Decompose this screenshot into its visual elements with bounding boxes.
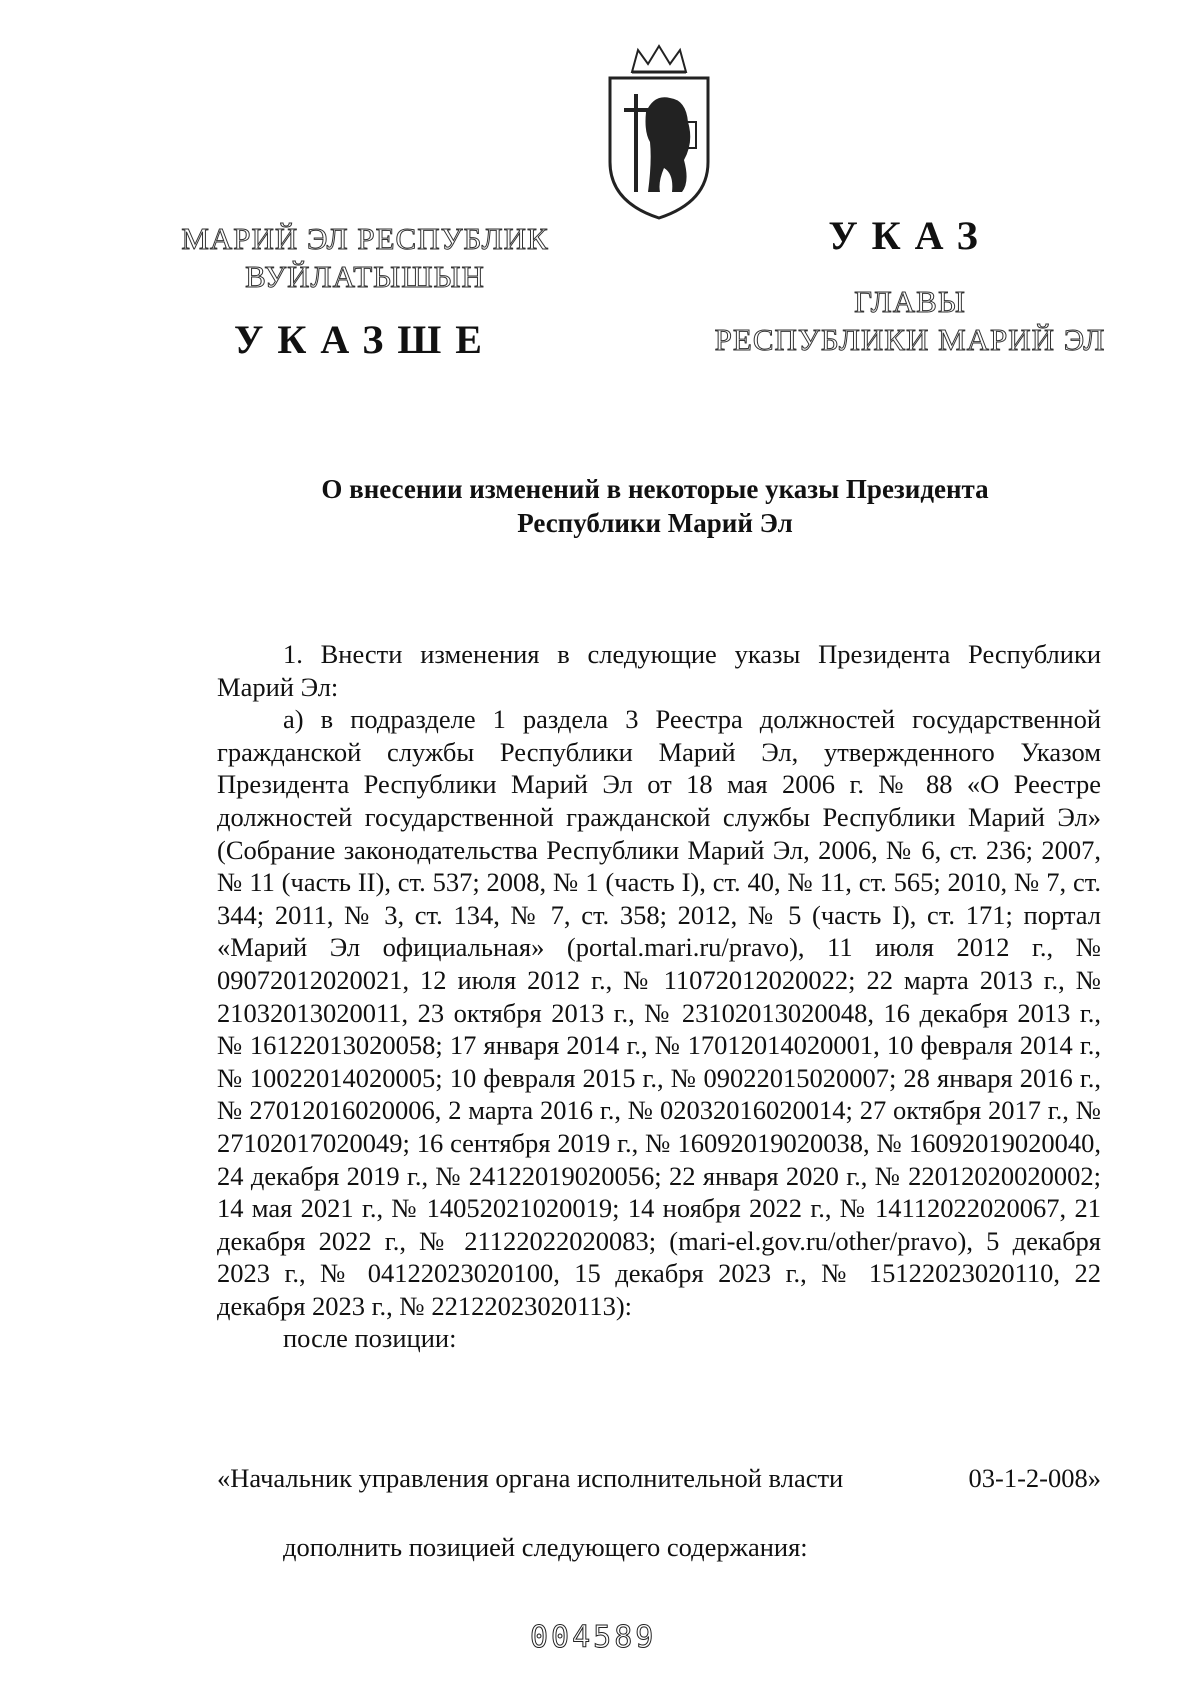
position-name: «Начальник управления органа исполнительной власти xyxy=(217,1463,844,1493)
header-left-title: УКАЗШЕ xyxy=(234,317,496,362)
paragraph-1: 1. Внести изменения в следующие указы Президента Республики Марий Эл: xyxy=(217,639,1101,702)
document-title xyxy=(150,472,1160,540)
title-line-2: Республики Марий Эл xyxy=(517,508,793,538)
header-mari xyxy=(150,220,580,363)
serial-number: 004589 xyxy=(530,1620,657,1655)
header-left-line1: МАРИЙ ЭЛ РЕСПУБЛИК xyxy=(181,221,549,256)
paragraph-2: а) в подразделе 1 раздела 3 Реестра должностей государственной гражданской службы Республики Марий Эл, утвержденного Указом Президента Республики Марий Эл от 18 мая 2006 г. № 88 «О Реестре должностей государственной гражданской службы Республики Марий Эл» (Собрание законодательства Республики Марий Эл, 2006, № 6, ст. 236; 2007, № 11 (часть II), ст. 537; 2008, № 1 (часть I), ст. 40, № 11, ст. 565; 2010, № 7, ст. 344; 2011, № 3, ст. 134, № 7, ст. 358; 2012, № 5 (часть I), ст. 171; портал «Марий Эл официальная» (portal.mari.ru/pravo), 11 июля 2012 г., № 09072012020021, 12 июля 2012 г., № 11072012020022; 22 марта 2013 г., № 21032013020011, 23 октября 2013 г., № 23102013020048, 16 декабря 2013 г., № 16122013020058; 17 января 2014 г., № 17012014020001, 10 февраля 2014 г., № 10022014020005; 10 февраля 2015 г., № 09022015020007; 28 января 2016 г., № 27012016020006, 2 марта 2016 г., № 02032016020014; 27 октября 2017 г., № 27102017020049; 16 сентября 2019 г., № 16092019020038, № 16092019020040, 24 декабря 2019 г., № 24122019020056; 22 января 2020 г., № 22012020020002; 14 мая 2021 г., № 14052021020019; 14 ноября 2022 г., № 14112022020067, 21 декабря 2022 г., № 21122022020083; (mari-el.gov.ru/other/pravo), 5 декабря 2023 г., № 04122023020100, 15 декабря 2023 г., № 15122023020110, 22 декабря 2023 г., № 22122023020113): xyxy=(217,704,1101,1321)
position-row xyxy=(217,1463,1101,1494)
title-line-1: О внесении изменений в некоторые указы Президента xyxy=(321,474,989,504)
header-right-title: УКАЗ xyxy=(828,213,992,258)
header-left-line2: ВУЙЛАТЫШЫН xyxy=(245,259,485,294)
header-russian xyxy=(690,212,1130,359)
add-instruction: дополнить позицией следующего содержания: xyxy=(283,1532,808,1562)
header-right-line1: ГЛАВЫ xyxy=(854,284,966,319)
coat-of-arms-emblem xyxy=(604,42,714,222)
header-right-line2: РЕСПУБЛИКИ МАРИЙ ЭЛ xyxy=(714,322,1106,357)
position-code: 03-1-2-008» xyxy=(968,1463,1101,1493)
document-body xyxy=(217,638,1101,1355)
paragraph-3: после позиции: xyxy=(283,1323,457,1354)
